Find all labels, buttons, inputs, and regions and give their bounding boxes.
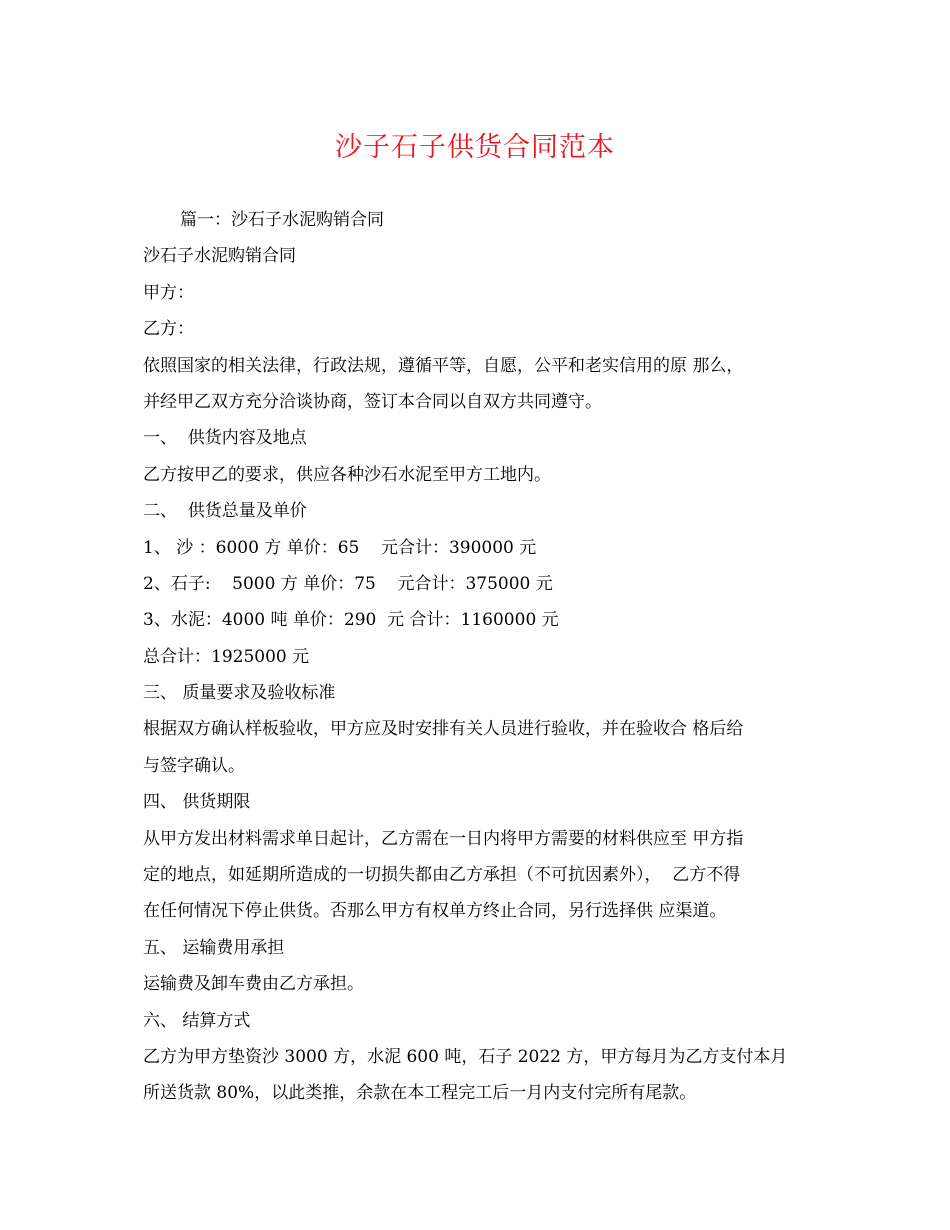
paragraph-line: 乙方为甲方垫资沙 3000 方，水泥 600 吨，石子 2022 方，甲方每月为乙方支付本月 <box>143 1046 788 1067</box>
paragraph-line: 所送货款 80%，以此类推，余款在本工程完工后一月内支付完所有尾款。 <box>143 1083 697 1104</box>
price-item-line: 2、石子: 5000 方 单价：75 元合计：375000 元 <box>143 573 553 594</box>
paragraph-line: 与签字确认。 <box>143 755 245 776</box>
paragraph-line: 定的地点，如延期所造成的一切损失都由乙方承担（不可抗因素外）， 乙方不得 <box>143 865 741 886</box>
price-item-line: 1、 沙 ：6000 方 单价：65 元合计：390000 元 <box>143 537 537 558</box>
clause-heading: 四、 供货期限 <box>143 792 251 813</box>
document-title: 沙子石子供货合同范本 <box>335 132 615 163</box>
price-item-line: 3、水泥：4000 吨 单价：290 元 合计：1160000 元 <box>143 610 559 631</box>
paragraph-line: 根据双方确认样板验收，甲方应及时安排有关人员进行验收，并在验收合 格后给 <box>143 719 744 740</box>
paragraph-line: 依照国家的相关法律，行政法规，遵循平等，自愿，公平和老实信用的原 那么， <box>143 355 744 376</box>
clause-heading: 六、 结算方式 <box>143 1010 251 1031</box>
party-a-line: 甲方： <box>143 282 194 303</box>
grand-total-line: 总合计：1925000 元 <box>143 646 310 667</box>
contract-name: 沙石子水泥购销合同 <box>143 246 296 267</box>
paragraph-line: 运输费及卸车费由乙方承担。 <box>143 974 364 995</box>
paragraph-line: 乙方按甲乙的要求，供应各种沙石水泥至甲方工地内。 <box>143 464 551 485</box>
party-b-line: 乙方： <box>143 319 194 340</box>
section-heading: 篇一：沙石子水泥购销合同 <box>180 210 384 230</box>
clause-heading: 三、 质量要求及验收标准 <box>143 683 336 704</box>
paragraph-line: 并经甲乙双方充分洽谈协商，签订本合同以自双方共同遵守。 <box>143 391 602 412</box>
clause-heading: 二、 供货总量及单价 <box>143 501 307 522</box>
clause-heading: 一、 供货内容及地点 <box>143 428 307 449</box>
clause-heading: 五、 运输费用承担 <box>143 937 285 958</box>
paragraph-line: 在任何情况下停止供货。否那么甲方有权单方终止合同，另行选择供 应渠道。 <box>143 901 727 922</box>
paragraph-line: 从甲方发出材料需求单日起计，乙方需在一日内将甲方需要的材料供应至 甲方指 <box>143 828 744 849</box>
document-body <box>143 202 811 1112</box>
